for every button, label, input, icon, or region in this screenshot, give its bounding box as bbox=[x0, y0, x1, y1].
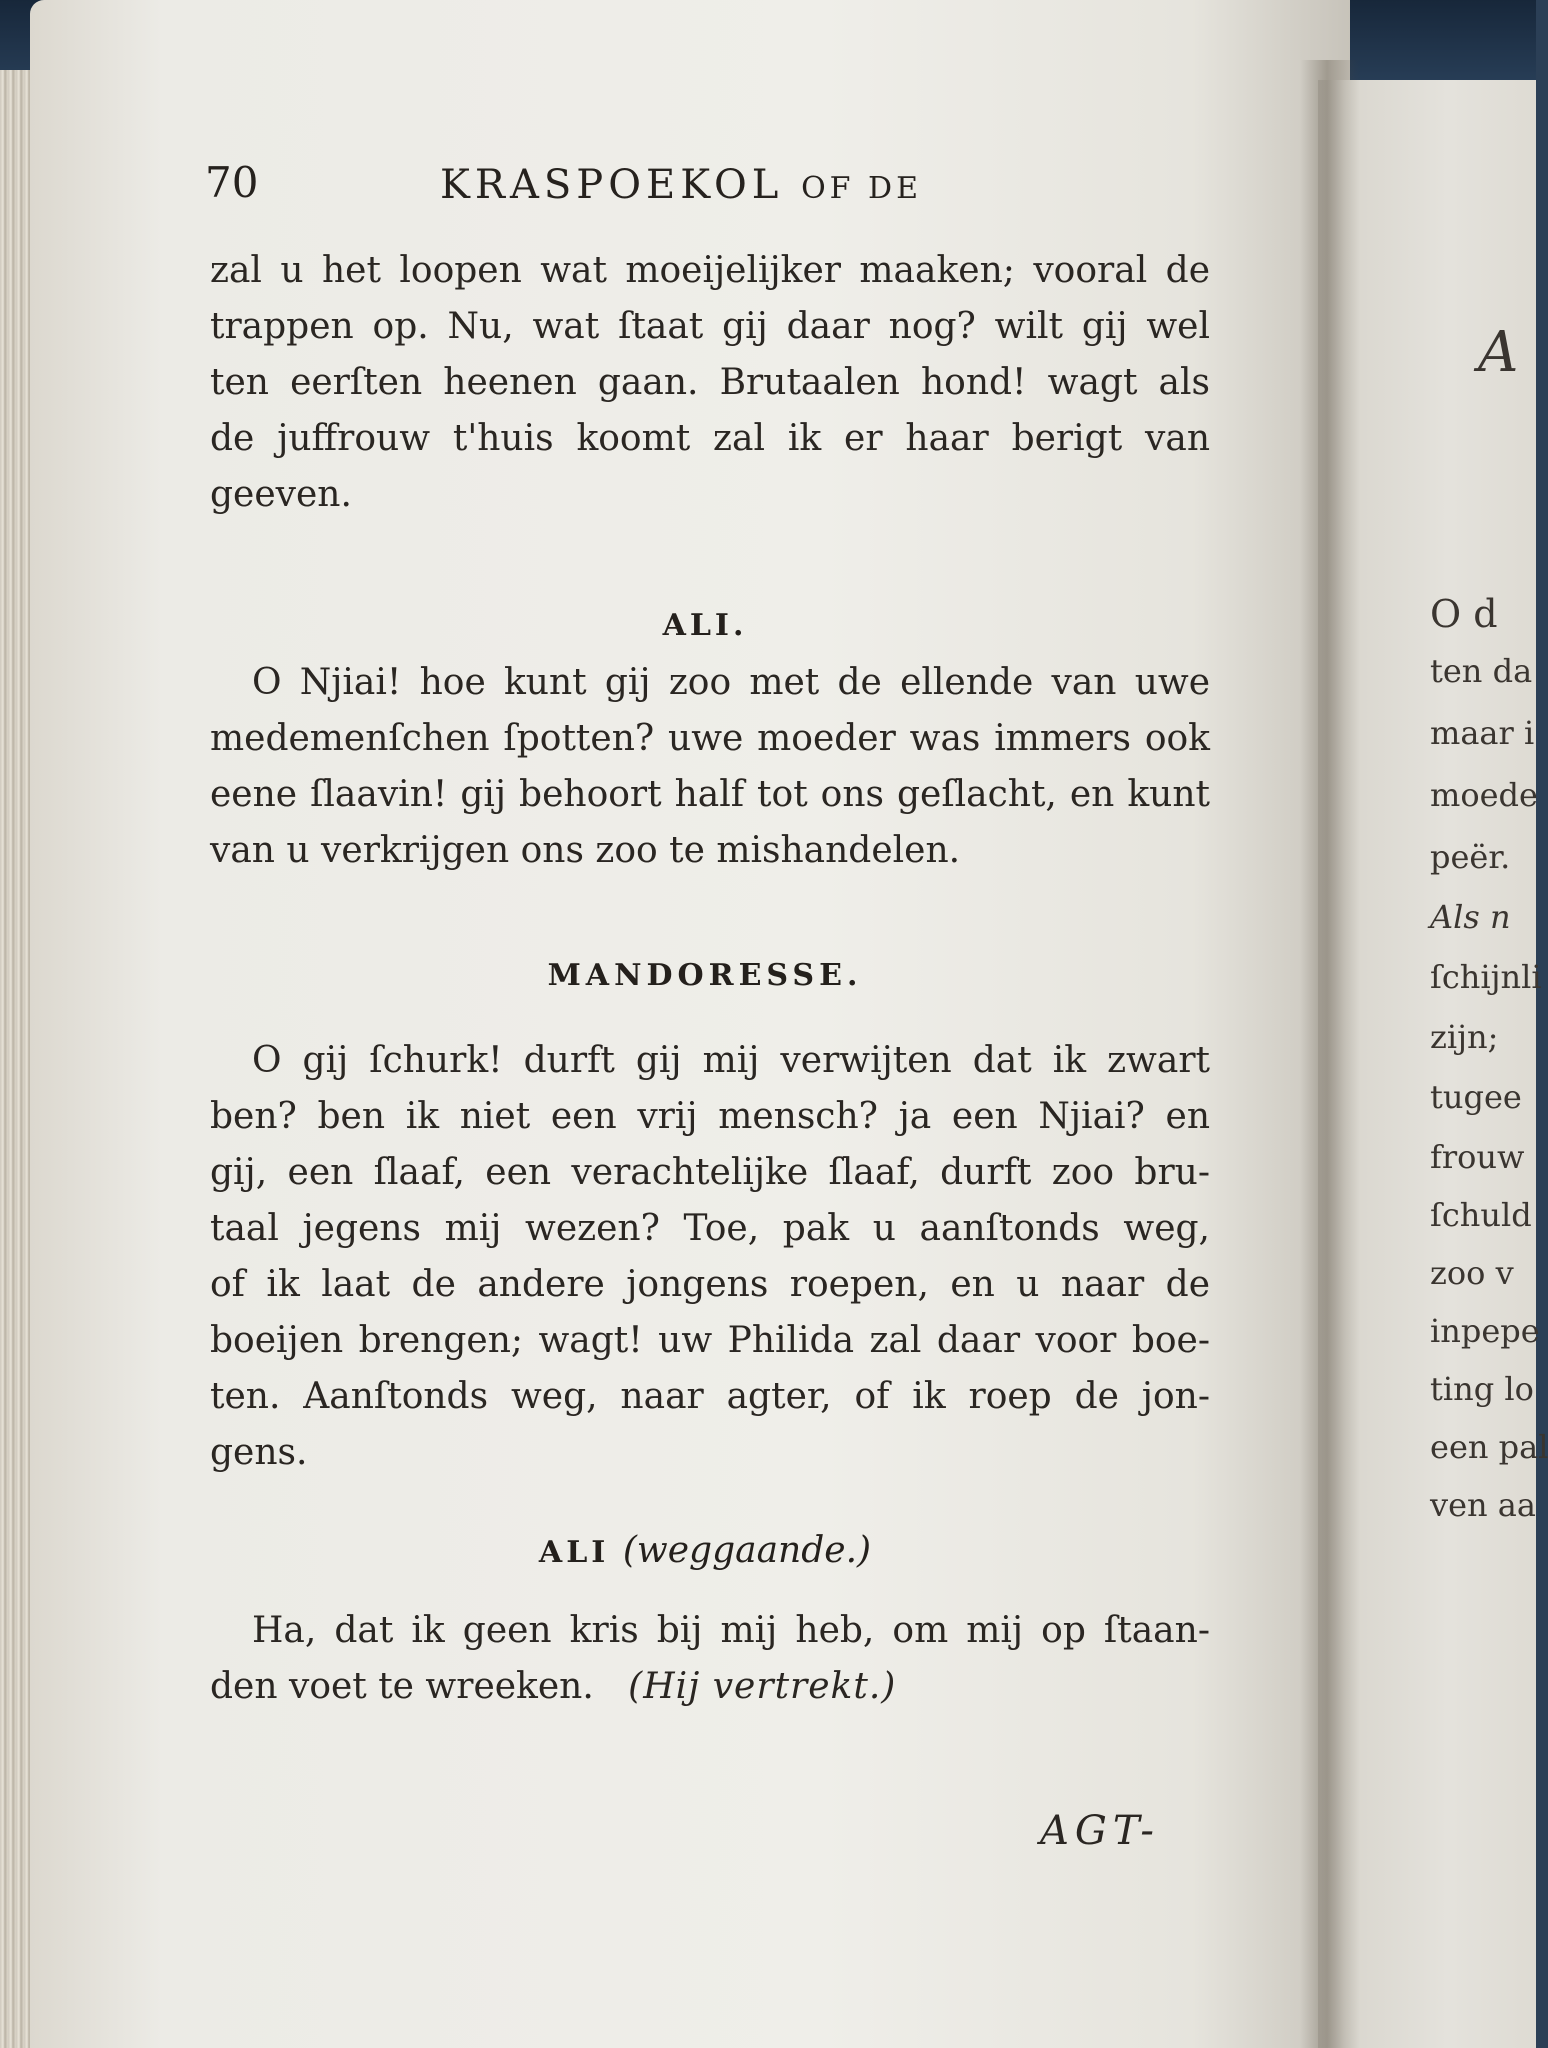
paragraph-1 bbox=[210, 250, 1210, 530]
text-line: ben? ben ik niet een vrij mensch? ja een Njiai? en bbox=[210, 1096, 1210, 1137]
right-page-fragment: een pal bbox=[1430, 1428, 1548, 1466]
text-line: gens. bbox=[210, 1432, 308, 1473]
speaker-heading: ALI. bbox=[662, 608, 748, 643]
text-line: zal u het loopen wat moeijelijker maaken; vooral de bbox=[210, 250, 1210, 291]
running-head-small: OF DE bbox=[801, 171, 922, 206]
text-line: taal jegens mij wezen? Toe, pak u aanſtonds weg, bbox=[210, 1208, 1210, 1249]
right-page-fragment: maar i bbox=[1430, 714, 1535, 752]
right-page-fragment: zoo v bbox=[1430, 1254, 1514, 1292]
text-line: O Njiai! hoe kunt gij zoo met de ellende van uwe bbox=[252, 662, 1210, 703]
text-line: O gij ſchurk! durft gij mij verwijten dat ik zwart bbox=[252, 1040, 1210, 1081]
right-page-fragment: ſchijnli bbox=[1430, 958, 1542, 996]
text-line: geeven. bbox=[210, 474, 352, 515]
stage-direction: (weggaande.) bbox=[622, 1530, 872, 1571]
text-line: gij, een ſlaaf, een verachtelijke ſlaaf, durft zoo bru- bbox=[210, 1152, 1210, 1193]
right-page-fragment: Als n bbox=[1430, 898, 1511, 936]
right-page-fragment: ten da bbox=[1430, 652, 1533, 690]
right-page-fragment: frouw bbox=[1430, 1138, 1525, 1176]
text-line: eene ſlaavin! gij behoort half tot ons geſlacht, en kunt bbox=[210, 774, 1210, 815]
right-page-fragment: ting lo bbox=[1430, 1370, 1534, 1408]
text-line: van u verkrijgen ons zoo te mishandelen. bbox=[210, 830, 961, 871]
speaker-heading: MANDORESSE. bbox=[547, 958, 863, 993]
text-line: of ik laat de andere jongens roepen, en u naar de bbox=[210, 1264, 1210, 1305]
right-page-fragment: ven aa bbox=[1430, 1486, 1536, 1524]
text-line bbox=[210, 1666, 1210, 1722]
stage-direction: (Hij vertrekt.) bbox=[628, 1666, 897, 1707]
page-number: 70 bbox=[205, 158, 259, 207]
right-page-fragment: moede bbox=[1430, 776, 1538, 814]
book-gutter bbox=[1300, 60, 1360, 2048]
paragraph-4 bbox=[210, 1610, 1210, 1722]
text-segment: den voet te wreeken. bbox=[210, 1666, 594, 1707]
right-page-initial: A bbox=[1478, 320, 1519, 385]
right-page-fragment: zijn; bbox=[1430, 1018, 1499, 1056]
text-line: boeijen brengen; wagt! uw Philida zal daar voor boe- bbox=[210, 1320, 1210, 1361]
speaker-heading bbox=[210, 1530, 1200, 1571]
right-page-fragment: ſchuld bbox=[1430, 1196, 1532, 1234]
text-line: de juffrouw t'huis koomt zal ik er haar berigt van bbox=[210, 418, 1210, 459]
running-head-title: KRASPOEKOL bbox=[440, 162, 784, 208]
right-page-fragment: tugee bbox=[1430, 1078, 1522, 1116]
text-line: trappen op. Nu, wat ſtaat gij daar nog? wilt gij wel bbox=[210, 306, 1210, 347]
text-line: medemenſchen ſpotten? uwe moeder was immers ook bbox=[210, 718, 1210, 759]
text-line: ten. Aanſtonds weg, naar agter, of ik roep de jon- bbox=[210, 1376, 1210, 1417]
speaker-name: ALI bbox=[538, 1535, 610, 1570]
text-line: Ha, dat ik geen kris bij mij heb, om mij op ſtaan- bbox=[252, 1610, 1210, 1651]
running-head bbox=[440, 162, 922, 208]
right-page-fragment: O d bbox=[1430, 592, 1498, 636]
right-page-fragment: inpepe bbox=[1430, 1312, 1540, 1350]
right-page-fragment: peër. bbox=[1430, 838, 1511, 876]
catchword: AGT- bbox=[1040, 1808, 1160, 1854]
paragraph-3 bbox=[210, 1040, 1210, 1488]
paragraph-2 bbox=[210, 662, 1210, 886]
text-line: ten eerſten heenen gaan. Brutaalen hond! wagt als bbox=[210, 362, 1210, 403]
